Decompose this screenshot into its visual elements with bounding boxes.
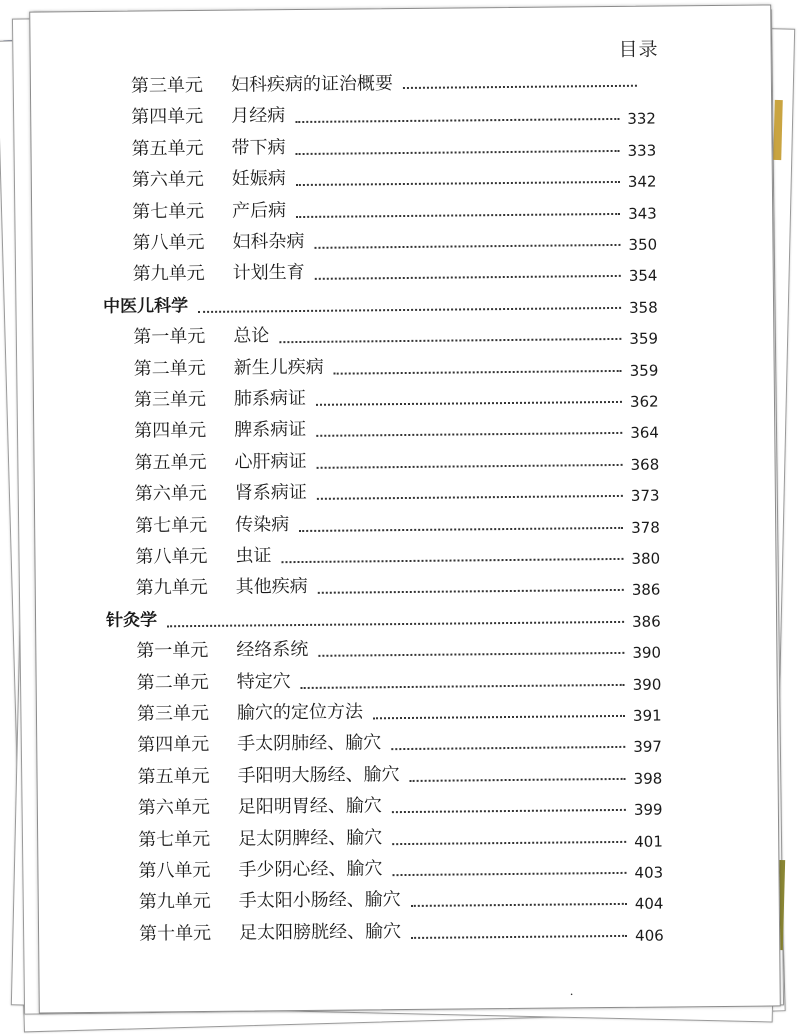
toc-page-number: 364: [630, 423, 660, 443]
toc-dot-leader: [373, 701, 625, 719]
toc-page-number: 343: [628, 204, 657, 223]
toc-dot-leader: [392, 826, 626, 844]
toc-dot-leader: [315, 261, 621, 280]
toc-dot-leader: [167, 607, 624, 627]
toc-dot-leader: [316, 418, 622, 437]
toc-unit-label: 第三单元: [136, 702, 210, 725]
toc-page-number: 354: [628, 266, 658, 286]
toc-unit-label: 第八单元: [135, 545, 208, 568]
toc-entry-title: 手少阴心经、腧穴: [238, 854, 388, 881]
toc-unit-label: 第七单元: [138, 828, 211, 851]
toc-entry-title: 妊娠病: [232, 164, 292, 191]
page-folio-mark: ·: [569, 987, 574, 1002]
toc-page-number: 390: [632, 675, 662, 694]
toc-page: [29, 4, 781, 1013]
toc-unit-label: 第八单元: [132, 231, 205, 254]
toc-dot-leader: [411, 921, 627, 939]
toc-dot-leader: [403, 71, 637, 89]
toc-dot-leader: [301, 669, 625, 688]
toc-page-number: 404: [634, 894, 664, 914]
toc-unit-label: 第一单元: [136, 640, 209, 662]
toc-unit-label: 第三单元: [130, 74, 204, 97]
toc-unit-label: 第九单元: [135, 577, 208, 599]
toc-entry-title: 足阳明胃经、腧穴: [238, 791, 388, 818]
toc-unit-label: 第三单元: [133, 388, 207, 411]
toc-unit-label: 第四单元: [131, 106, 204, 129]
toc-dot-leader: [316, 450, 622, 469]
toc-unit-label: 第二单元: [133, 357, 206, 380]
toc-page-number: 397: [633, 737, 663, 757]
toc-page-number: 368: [630, 455, 660, 474]
toc-dot-leader: [295, 104, 619, 123]
toc-entry-title: 足太阴脾经、腧穴: [238, 823, 388, 850]
toc-page-number: 401: [634, 832, 663, 851]
toc-entry-title: 虫证: [235, 541, 277, 567]
toc-page-number: 333: [627, 141, 657, 160]
toc-page-number: 386: [631, 580, 661, 600]
toc-dot-leader: [392, 858, 626, 876]
toc-page-number: 359: [629, 329, 659, 349]
toc-page-number: 350: [628, 235, 658, 254]
toc-dot-leader: [281, 544, 623, 563]
toc-page-number: 358: [628, 298, 658, 317]
toc-dot-leader: [198, 293, 621, 313]
toc-unit-label: 第四单元: [137, 734, 210, 756]
toc-page-number: 386: [632, 612, 661, 631]
toc-unit-entry: [39, 913, 779, 950]
toc-page-number: 406: [635, 926, 664, 945]
toc-page-number: 378: [631, 518, 660, 537]
toc-dot-leader: [392, 795, 626, 813]
toc-entry-title: 手太阴肺经、腧穴: [237, 729, 387, 756]
toc-dot-leader: [318, 638, 624, 657]
toc-entry-title: 产后病: [232, 196, 292, 223]
toc-dot-leader: [299, 513, 623, 532]
toc-unit-label: 第四单元: [134, 420, 207, 442]
toc-section-title: 针灸学: [106, 605, 163, 631]
toc-unit-label: 第六单元: [137, 797, 210, 819]
toc-entry-title: 特定穴: [237, 667, 297, 694]
toc-unit-label: 第五单元: [137, 765, 210, 788]
toc-dot-leader: [409, 764, 625, 782]
toc-unit-label: 第六单元: [134, 483, 207, 505]
toc-entry-title: 腧穴的定位方法: [237, 697, 369, 724]
toc-dot-leader: [411, 889, 627, 907]
toc-unit-label: 第七单元: [135, 514, 208, 537]
toc-unit-label: 第九单元: [132, 263, 205, 285]
toc-page-number: 373: [630, 486, 660, 506]
toc-dot-leader: [317, 481, 623, 500]
toc-entry-title: 心肝病证: [234, 447, 312, 474]
toc-page-number: 332: [627, 109, 656, 129]
toc-unit-label: 第五单元: [131, 137, 204, 160]
toc-unit-label: 第六单元: [131, 169, 204, 191]
toc-entry-title: 其他疾病: [236, 572, 314, 599]
toc-entry-title: 经络系统: [236, 635, 314, 662]
toc-dot-leader: [295, 136, 619, 155]
toc-entry-title: 妇科杂病: [232, 227, 310, 254]
toc-page-number: 398: [633, 769, 663, 788]
toc-section-title: 中医儿科学: [103, 291, 194, 317]
toc-dot-leader: [296, 199, 620, 218]
toc-unit-label: 第八单元: [138, 859, 211, 882]
toc-unit-label: 第七单元: [132, 200, 205, 223]
back-cover-edge: [773, 100, 783, 160]
toc-dot-leader: [316, 387, 622, 406]
toc-entry-title: 计划生育: [233, 258, 311, 285]
toc-page-number: 399: [633, 800, 663, 820]
toc-entry-title: 手阳明大肠经、腧穴: [237, 760, 405, 788]
toc-unit-label: 第二单元: [136, 671, 209, 694]
toc-unit-label: 第一单元: [133, 326, 206, 348]
toc-page-number: 403: [634, 863, 664, 882]
toc-page-number: 380: [631, 549, 661, 568]
toc-dot-leader: [314, 230, 620, 249]
toc-entry-title: 脾系病证: [234, 415, 312, 442]
toc-entry-title: 足太阳膀胱经、腧穴: [239, 917, 407, 945]
toc-entry-title: 带下病: [231, 133, 291, 160]
toc-entry-title: 新生儿疾病: [233, 352, 329, 379]
toc-entry-title: 传染病: [235, 510, 295, 537]
toc-unit-label: 第九单元: [138, 891, 211, 913]
toc-page-number: 362: [629, 392, 659, 411]
toc-entry-title: 妇科疾病的证治概要: [231, 69, 399, 97]
toc-dot-leader: [334, 356, 622, 375]
toc-page-number: 391: [632, 706, 662, 725]
toc-entry-title: 月经病: [231, 101, 291, 128]
toc-entry-title: 肾系病证: [235, 478, 313, 505]
toc-list: [30, 5, 780, 1012]
toc-dot-leader: [318, 575, 624, 594]
toc-dot-leader: [279, 324, 621, 343]
toc-page-number: 359: [629, 361, 659, 380]
toc-dot-leader: [296, 167, 620, 186]
toc-entry-title: 肺系病证: [234, 384, 312, 411]
page-header-title: 目录: [618, 38, 659, 61]
toc-unit-label: 第十单元: [138, 922, 212, 945]
toc-page-number: 390: [632, 643, 662, 663]
toc-page-number: 342: [627, 172, 657, 192]
toc-entry-title: 总论: [233, 321, 275, 347]
toc-entry-title: 手太阳小肠经、腧穴: [239, 885, 407, 913]
toc-unit-label: 第五单元: [134, 451, 207, 474]
toc-dot-leader: [391, 732, 625, 750]
